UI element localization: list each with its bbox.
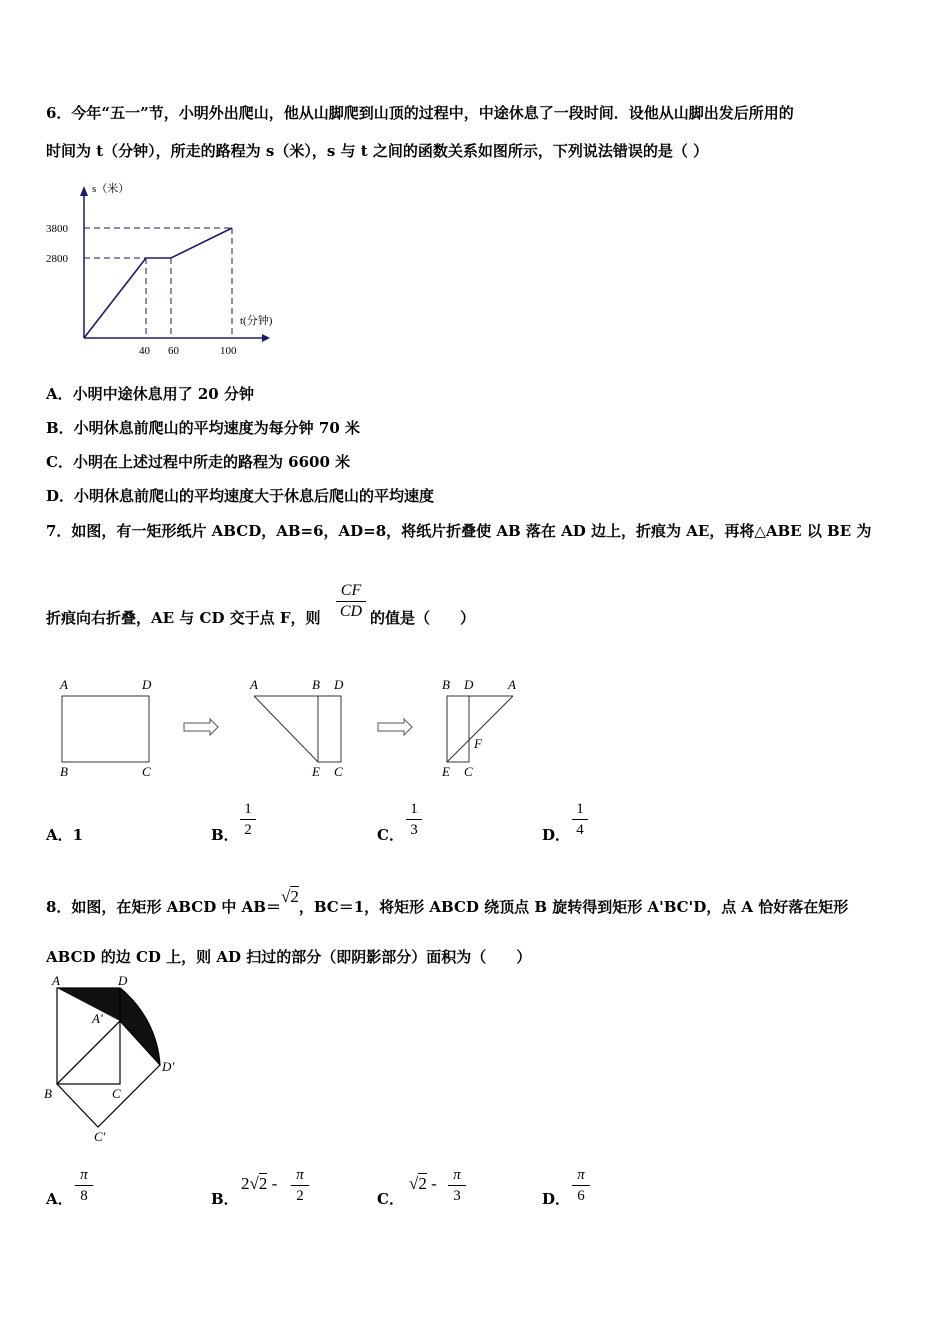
fold-arrow-icon: [184, 719, 218, 735]
q7-text-line2-post: 的值是（ ）: [370, 609, 476, 627]
q7-option-c-fraction: [406, 800, 422, 839]
q6-text-line2: 时间为 t（分钟），所走的路程为 s（米），s 与 t 之间的函数关系如图所示，下列说法错误的是（ ）: [46, 142, 709, 160]
q8-text-line1-pre: 8．如图，在矩形 ABCD 中 AB＝: [46, 898, 281, 916]
strip-bdce: [447, 696, 469, 762]
fraction-bar: [406, 819, 422, 820]
radicand: 2: [258, 1174, 268, 1193]
frac-den: 2: [244, 822, 252, 838]
q7-frac-num: CF: [340, 582, 362, 599]
segment-b-a-prime: [57, 1021, 120, 1084]
label-a: A: [60, 677, 68, 692]
label-d: D: [118, 975, 128, 988]
frac-num: π: [453, 1167, 461, 1183]
q6-graph: [40, 178, 290, 363]
label-a: A: [508, 677, 516, 692]
q6-option-b: B．小明休息前爬山的平均速度为每分钟 70 米: [46, 419, 360, 437]
frac-den: 4: [576, 822, 584, 838]
label-c: C: [142, 764, 151, 779]
y-axis-label: s（米）: [92, 183, 130, 195]
label-b: B: [60, 764, 68, 779]
q8-option-d-fraction: [572, 1166, 590, 1205]
label-d: D: [464, 677, 474, 692]
q8-sqrt-2: √2: [280, 887, 299, 906]
q8-text-line2: ABCD 的边 CD 上，则 AD 扫过的部分（即阴影部分）面积为（ ）: [46, 948, 532, 966]
x-axis-arrow: [262, 334, 270, 342]
q8-option-c-label: C．: [377, 1190, 404, 1208]
label-c: C: [464, 764, 473, 779]
fraction-bar: [572, 1185, 590, 1186]
q6-option-d: D．小明休息前爬山的平均速度大于休息后爬山的平均速度: [46, 487, 435, 505]
radicand: 2: [290, 887, 299, 906]
q7-option-a: A．1: [46, 826, 84, 844]
label-b: B: [442, 677, 450, 692]
label-a: A: [250, 677, 258, 692]
distance-time-line: [84, 228, 232, 338]
q7-text-line1: 7．如图，有一矩形纸片 ABCD，AB=6，AD=8，将纸片折叠使 AB 落在 AD 边上，折痕为 AE，再将△ABE 以 BE 为: [46, 522, 872, 540]
frac-den: 2: [296, 1188, 304, 1204]
q7-option-d-fraction: [572, 800, 588, 839]
rectangle-abcd: [62, 696, 149, 762]
frac-num: 1: [576, 801, 584, 817]
y-tick-2800: 2800: [46, 253, 68, 265]
label-f: F: [474, 736, 482, 751]
sqrt-sign: √: [249, 1174, 259, 1193]
fraction-bar: [336, 601, 366, 602]
fraction-bar: [75, 1185, 93, 1186]
x-axis-label: t(分钟): [240, 315, 273, 327]
folded-shape: [254, 696, 341, 762]
q7-option-c-label: C．: [377, 826, 404, 844]
frac-num: 1: [244, 801, 252, 817]
frac-num: π: [577, 1167, 585, 1183]
minus-sign: -: [431, 1174, 437, 1193]
y-axis-arrow: [80, 186, 88, 196]
fraction-bar: [291, 1185, 309, 1186]
q8-option-b-fraction: [291, 1166, 309, 1205]
label-d: D: [142, 677, 152, 692]
q8-rotation-figure: [40, 975, 190, 1145]
q8-option-b-label: B．: [211, 1190, 239, 1208]
q7-option-b-fraction: [240, 800, 256, 839]
fraction-bar: [240, 819, 256, 820]
q7-frac-den: CD: [339, 603, 363, 620]
x-tick-60: 60: [168, 345, 179, 357]
label-d-prime: D': [162, 1059, 175, 1074]
q7-option-d-label: D．: [542, 826, 571, 844]
x-tick-100: 100: [220, 345, 237, 357]
q8-option-a-fraction: [75, 1166, 93, 1205]
q7-folding-figure: [46, 670, 546, 785]
y-tick-3800: 3800: [46, 223, 68, 235]
label-d: D: [334, 677, 344, 692]
q8-option-c-expression: [409, 1174, 437, 1194]
q7-fraction-cf-cd: [336, 582, 366, 621]
q8-text-line1-post: ，BC＝1，将矩形 ABCD 绕顶点 B 旋转得到矩形 A'BC'D，点 A 恰好落在矩形: [298, 898, 849, 916]
label-c: C: [334, 764, 343, 779]
label-c-prime: C': [94, 1129, 106, 1144]
fraction-bar: [448, 1185, 466, 1186]
frac-den: 3: [453, 1188, 461, 1204]
radicand: 2: [418, 1174, 427, 1193]
frac-den: 6: [577, 1188, 585, 1204]
q8-option-d-label: D．: [542, 1190, 571, 1208]
label-b: B: [312, 677, 320, 692]
q6-option-a: A．小明中途休息用了 20 分钟: [46, 385, 254, 403]
q7-text-line2-pre: 折痕向右折叠，AE 与 CD 交于点 F，则: [46, 609, 321, 627]
label-e: E: [312, 764, 320, 779]
fraction-bar: [572, 819, 588, 820]
frac-num: π: [296, 1167, 304, 1183]
label-c: C: [112, 1086, 121, 1101]
frac-den: 8: [80, 1188, 88, 1204]
q6-option-c: C．小明在上述过程中所走的路程为 6600 米: [46, 453, 351, 471]
coefficient: 2: [241, 1174, 250, 1193]
q6-text-line1: 6．今年“五一”节，小明外出爬山，他从山脚爬到山顶的过程中，中途休息了一段时间．设他从山脚出发后所用的: [46, 104, 794, 122]
label-e: E: [442, 764, 450, 779]
frac-num: π: [80, 1167, 88, 1183]
fold-line-ae: [447, 696, 513, 762]
label-a: A: [52, 975, 60, 988]
q8-option-a-label: A．: [46, 1190, 73, 1208]
q8-option-c-fraction: [448, 1166, 466, 1205]
label-b: B: [44, 1086, 52, 1101]
shaded-swept-region: [57, 988, 160, 1065]
label-a-prime: A': [92, 1011, 103, 1026]
q7-option-b-label: B．: [211, 826, 239, 844]
q8-option-b-expression: [241, 1174, 277, 1194]
sqrt-sign: √: [409, 1174, 419, 1193]
x-tick-40: 40: [139, 345, 150, 357]
q8-text-line1: [46, 887, 849, 917]
fold-arrow-icon: [378, 719, 412, 735]
minus-sign: -: [271, 1174, 278, 1193]
frac-den: 3: [410, 822, 418, 838]
frac-num: 1: [410, 801, 418, 817]
